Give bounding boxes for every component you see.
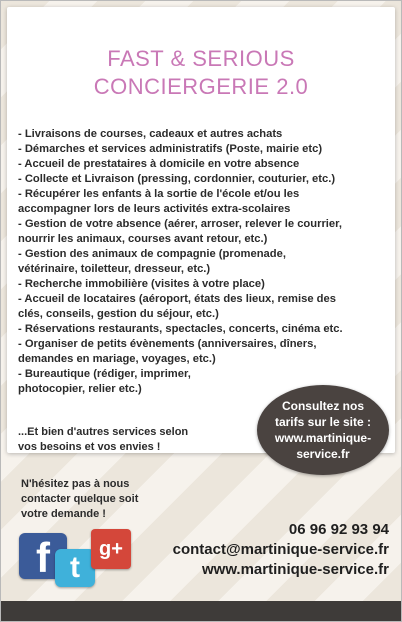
service-line: vétérinaire, toiletteur, dresseur, etc.)	[18, 263, 211, 275]
title-line-2: CONCIERGERIE 2.0	[93, 74, 309, 99]
bubble-line-4: service.fr	[296, 447, 350, 461]
service-line: photocopier, relier etc.)	[18, 383, 142, 395]
invitation-line-2: contacter quelque soit	[21, 493, 139, 505]
facebook-icon[interactable]: f	[19, 533, 67, 579]
contact-invitation	[21, 477, 161, 522]
phone-number[interactable]: 06 96 92 93 94	[288, 521, 389, 538]
service-line: accompagner lors de leurs activités extra-scolaires	[18, 203, 291, 215]
service-line: - Récupérer les enfants à la sortie de l'école et/ou les	[18, 188, 300, 200]
google-plus-icon[interactable]: g+	[91, 529, 131, 569]
bubble-line-3: www.martinique-	[274, 431, 372, 445]
service-line: - Collecte et Livraison (pressing, cordonnier, couturier, etc.)	[18, 173, 336, 185]
service-line: - Gestion des animaux de compagnie (promenade,	[18, 248, 286, 260]
twitter-icon[interactable]: t	[55, 549, 95, 587]
service-line: - Réservations restaurants, spectacles, concerts, cinéma etc.	[18, 323, 343, 335]
more-line-1: ...Et bien d'autres services selon	[18, 426, 189, 438]
service-line: - Organiser de petits évènements (anniversaires, dîners,	[18, 338, 317, 350]
pricing-bubble[interactable]	[257, 385, 389, 475]
more-line-2: vos besoins et vos envies !	[18, 441, 161, 453]
service-line: - Gestion de votre absence (aérer, arroser, relever le courrier,	[18, 218, 342, 230]
flyer-title	[7, 45, 395, 101]
service-line: nourrir les animaux, courses avant retour, etc.)	[18, 233, 268, 245]
social-icons	[19, 529, 139, 589]
invitation-line-1: N'hésitez pas à nous	[21, 478, 130, 490]
service-line: demandes en mariage, voyages, etc.)	[18, 353, 216, 365]
invitation-line-3: votre demande !	[21, 508, 106, 520]
service-line: - Livraisons de courses, cadeaux et autres achats	[18, 128, 283, 140]
service-line: clés, conseils, gestion du séjour, etc.)	[18, 308, 219, 320]
service-line: - Accueil de locataires (aéroport, états des lieux, remise des	[18, 293, 336, 305]
bubble-line-1: Consultez nos	[281, 399, 364, 413]
service-line: - Accueil de prestataires à domicile en votre absence	[18, 158, 300, 170]
email-link[interactable]: contact@martinique-service.fr	[172, 541, 389, 558]
website-link[interactable]: www.martinique-service.fr	[201, 561, 389, 578]
service-line: - Bureautique (rédiger, imprimer,	[18, 368, 191, 380]
contact-block	[173, 520, 389, 580]
bubble-line-2: tarifs sur le site :	[274, 415, 372, 429]
footer-bar	[1, 601, 401, 621]
title-line-1: FAST & SERIOUS	[107, 46, 295, 71]
more-services-text	[18, 425, 218, 455]
service-line: - Recherche immobilière (visites à votre place)	[18, 278, 265, 290]
service-line: - Démarches et services administratifs (Poste, mairie etc)	[18, 143, 323, 155]
services-list	[18, 127, 378, 397]
